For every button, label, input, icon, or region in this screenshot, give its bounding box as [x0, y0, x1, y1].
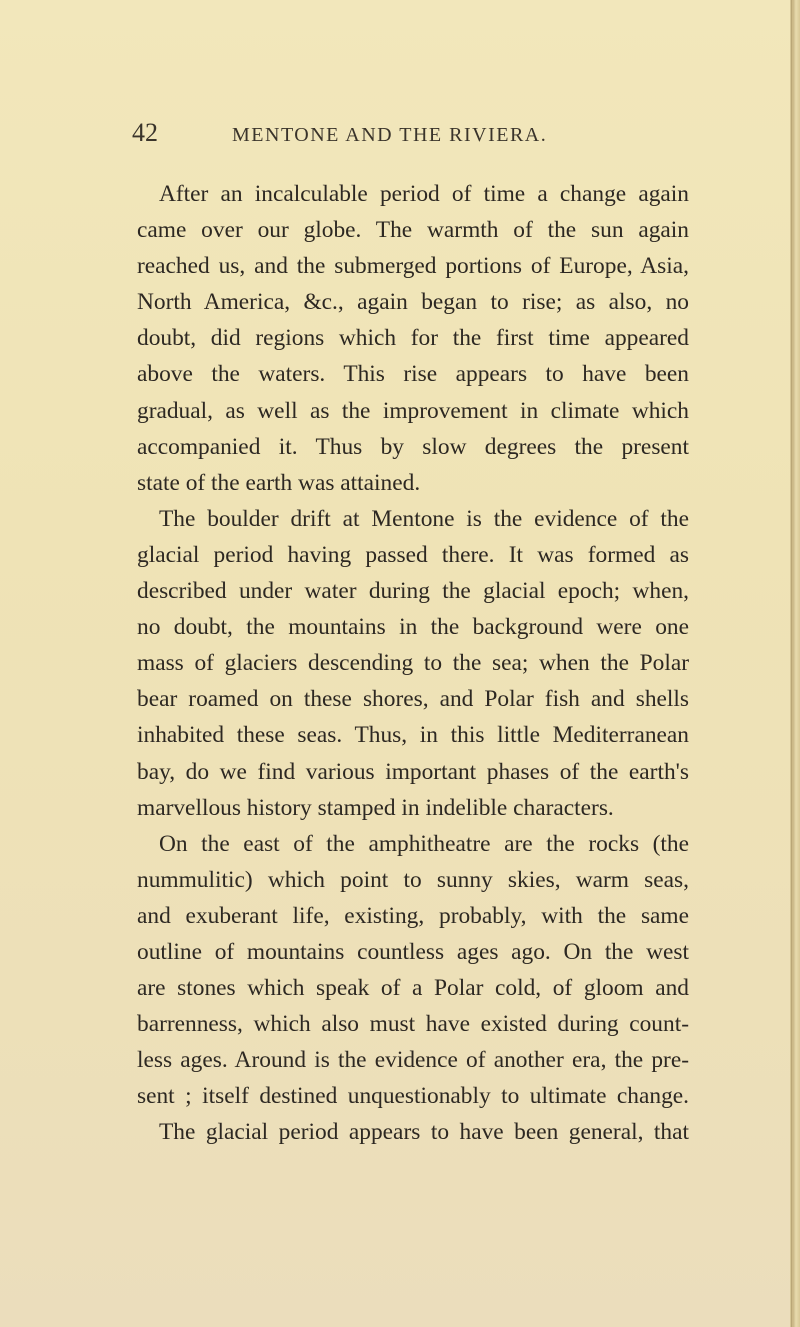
- text-line: The glacial period appears to have been general, that: [159, 1119, 689, 1146]
- text-line: The boulder drift at Mentone is the evidence of the: [159, 505, 689, 532]
- running-head-title: MENTONE AND THE RIVIERA.: [232, 124, 548, 146]
- text-line: reached us, and the submerged portions of Europe, Asia,: [137, 253, 689, 280]
- text-line: and exuberant life, existing, probably, with the same: [137, 902, 689, 929]
- page-number: 42: [132, 118, 158, 147]
- text-line: no doubt, the mountains in the background were one: [137, 614, 689, 641]
- text-line: glacial period having passed there. It was formed as: [137, 541, 689, 568]
- text-line: state of the earth was attained.: [137, 469, 421, 496]
- text-line: marvellous history stamped in indelible characters.: [137, 794, 614, 821]
- text-line: sent ; itself destined unquestionably to ultimate change.: [137, 1083, 689, 1110]
- text-line: accompanied it. Thus by slow degrees the present: [137, 433, 689, 460]
- text-line: came over our globe. The warmth of the sun again: [137, 217, 689, 244]
- text-line: barrenness, which also must have existed during count-: [137, 1011, 689, 1038]
- text-line: inhabited these seas. Thus, in this little Mediterranean: [137, 722, 689, 749]
- body-text: [137, 176, 689, 1151]
- text-line: less ages. Around is the evidence of another era, the pre-: [137, 1047, 689, 1074]
- text-line: nummulitic) which point to sunny skies, warm seas,: [137, 866, 689, 893]
- text-line: bear roamed on these shores, and Polar fish and shells: [137, 686, 689, 713]
- text-line: North America, &c., again began to rise; as also, no: [137, 289, 689, 316]
- text-line: mass of glaciers descending to the sea; when the Polar: [137, 650, 689, 677]
- text-line: After an incalculable period of time a change again: [159, 181, 689, 207]
- text-line: doubt, did regions which for the first time appeared: [137, 325, 689, 352]
- text-line: outline of mountains countless ages ago. On the west: [137, 938, 689, 965]
- text-line: bay, do we find various important phases of the earth's: [137, 758, 689, 785]
- page-edge-line: [791, 0, 792, 1327]
- text-line: On the east of the amphitheatre are the rocks (the: [159, 830, 689, 857]
- text-line: are stones which speak of a Polar cold, of gloom and: [137, 975, 689, 1002]
- text-line: described under water during the glacial epoch; when,: [137, 578, 689, 605]
- running-head: [132, 118, 652, 152]
- text-line: gradual, as well as the improvement in climate which: [137, 397, 689, 424]
- text-line: above the waters. This rise appears to have been: [137, 361, 689, 388]
